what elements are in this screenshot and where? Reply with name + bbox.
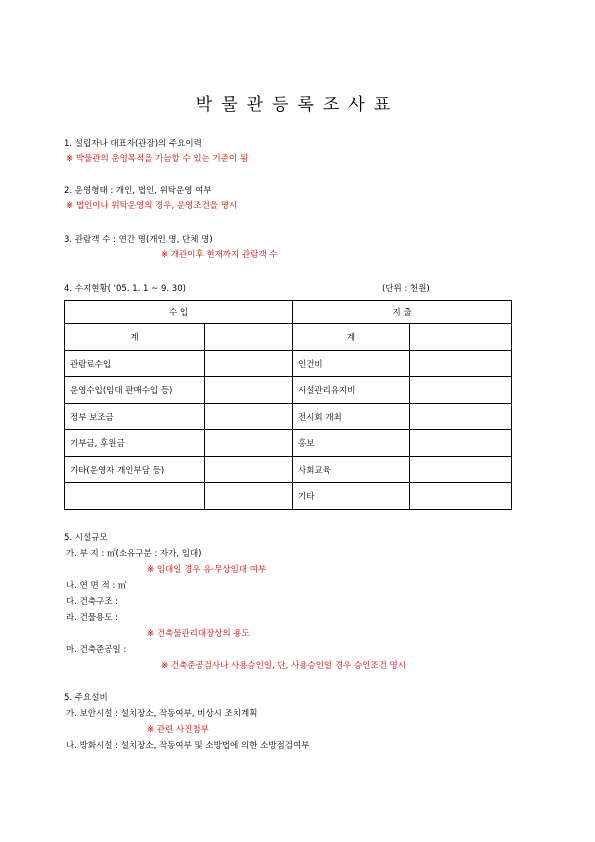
expense-item: 전시회 개최: [293, 403, 410, 430]
completion-date-note: ※ 건축준공검사나 사용승인일, 단, 사용승인일 경우 승인조건 명시: [161, 661, 406, 671]
section-2-heading: 2. 운영형태 : 개인, 법인, 위탁운영 여부: [64, 186, 212, 196]
income-total-value: [205, 324, 293, 351]
completion-date-line: 마. 건축준공일 :: [66, 645, 127, 655]
income-value: [205, 403, 293, 430]
income-value: [205, 456, 293, 483]
income-item: 기타(운영자 개인부담 등): [65, 456, 205, 483]
site-note: ※ 임대일 경우 유·무상임대 여부: [147, 565, 267, 575]
expense-item: 인건비: [293, 350, 410, 377]
structure-line: 다. 건축구조 :: [66, 597, 119, 607]
income-value: [205, 483, 293, 510]
section-6-heading: 5. 주요설비: [64, 693, 108, 703]
income-total-label: 계: [65, 324, 205, 351]
section-2-note: ※ 법인이나 위탁운영의 경우, 운영조건을 명시: [66, 201, 238, 211]
income-header: 수 입: [65, 301, 293, 324]
expense-value: [410, 456, 512, 483]
income-item: 기부금, 후원금: [65, 430, 205, 457]
building-usage-note: ※ 건축물관리대장상의 용도: [147, 629, 250, 639]
income-value: [205, 430, 293, 457]
income-value: [205, 350, 293, 377]
expense-item: 시설관리유지비: [293, 377, 410, 404]
fire-facility-line: 나. 방화시설 : 설치장소, 작동여부 및 소방법에 의한 소방점검여부: [66, 741, 310, 751]
section-5-heading: 5. 시설규모: [64, 533, 108, 543]
site-line: 가. 부 지 : ㎡(소유구분 : 자가, 임대): [66, 549, 202, 559]
expense-value: [410, 377, 512, 404]
expense-value: [410, 403, 512, 430]
expense-total-label: 계: [293, 324, 410, 351]
expense-value: [410, 350, 512, 377]
income-item: 정부 보조금: [65, 403, 205, 430]
income-item: [65, 483, 205, 510]
section-3-heading: 3. 관람객 수 : 연간 명(개인 명, 단체 명): [64, 235, 213, 245]
expense-total-value: [410, 324, 512, 351]
security-facility-note: ※ 관련 사진첨부: [147, 725, 209, 735]
section-1-heading: 1. 설립자나 대표자(관장)의 주요이력: [64, 139, 202, 149]
income-item: 운영수입(임대 판매수입 등): [65, 377, 205, 404]
expense-value: [410, 430, 512, 457]
building-usage-line: 라. 건물용도 :: [66, 613, 119, 623]
expense-item: 기타: [293, 483, 410, 510]
document-title: 박물관등록조사표: [195, 95, 400, 115]
expense-item: 홍보: [293, 430, 410, 457]
expense-item: 사회교육: [293, 456, 410, 483]
expense-header: 지 출: [293, 301, 512, 324]
income-item: 관람료수입: [65, 350, 205, 377]
section-4-heading: 4. 수지현황( '05. 1. 1 ~ 9. 30): [64, 284, 186, 294]
section-1-note: ※ 박물관의 운영목적을 가늠할 수 있는 기준이 됨: [66, 154, 249, 164]
income-expense-table: [64, 300, 512, 510]
security-facility-line: 가. 보안시설 : 설치장소, 작동여부, 비상시 조치계획: [66, 709, 258, 719]
expense-value: [410, 483, 512, 510]
floor-area-line: 나. 연 면 적 : ㎡: [66, 581, 127, 591]
income-value: [205, 377, 293, 404]
unit-label: (단위 : 천원): [382, 284, 430, 294]
section-3-note: ※ 개관이후 현재까지 관람객 수: [161, 250, 278, 260]
